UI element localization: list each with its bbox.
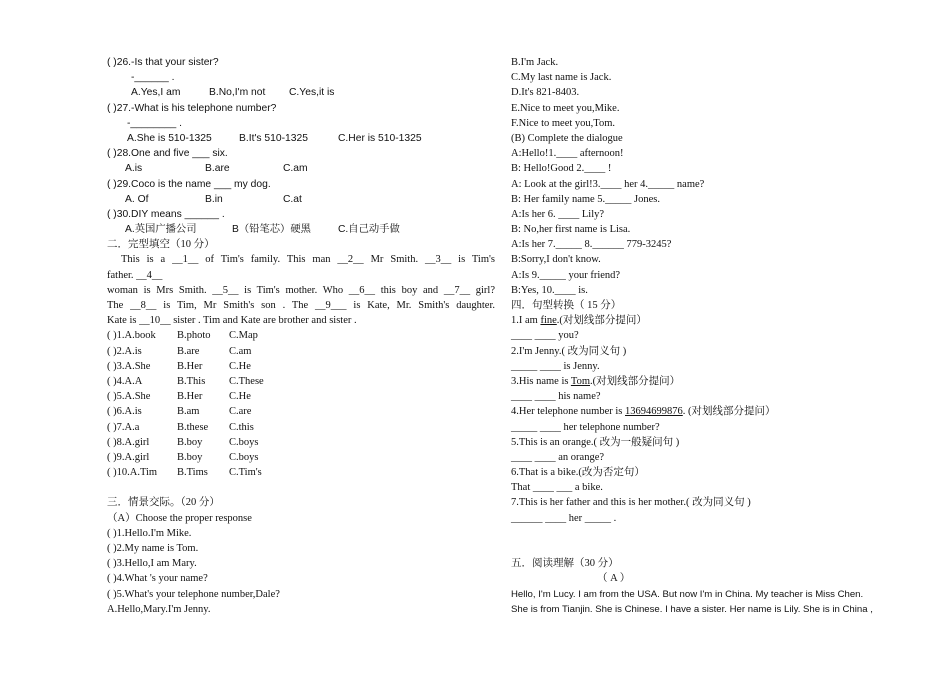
passage-line-3: woman is Mrs Smith. __5__ is Tim's mother. Who __6__ this boy and __7__ girl? bbox=[107, 284, 495, 296]
dialogue-line: B:Sorry,I don't know. bbox=[511, 254, 601, 266]
cloze-option-c: C.boys bbox=[229, 436, 259, 448]
question-26-options bbox=[107, 85, 495, 100]
cloze-option-a: ( )9.A.girl bbox=[107, 451, 150, 463]
cloze-option-c: C.are bbox=[229, 406, 252, 418]
cloze-row bbox=[107, 374, 495, 389]
response-option-c: C.My last name is Jack. bbox=[511, 72, 612, 84]
transform-3-answer: ____ ____ his name? bbox=[511, 391, 601, 403]
left-column bbox=[107, 55, 495, 617]
question-28-options bbox=[107, 161, 495, 176]
option-c: C.am bbox=[283, 163, 308, 175]
cloze-option-a: ( )4.A.A bbox=[107, 375, 143, 387]
dialogue-line: B: No,her first name is Lisa. bbox=[511, 224, 631, 236]
passage-line-1: This is a __1__ of Tim's family. This man __2__ Mr Smith. __3__ is Tim's bbox=[121, 254, 495, 266]
passage-line-5: Kate is __10__ sister . Tim and Kate are brother and sister . bbox=[107, 315, 357, 327]
cloze-option-b: B.am bbox=[177, 406, 200, 418]
cloze-option-c: C.this bbox=[229, 421, 254, 433]
cloze-row bbox=[107, 389, 495, 404]
transform-2-answer: _____ ____ is Jenny. bbox=[511, 360, 600, 372]
option-a: A.Yes,I am bbox=[131, 87, 181, 99]
cloze-option-b: B.Her bbox=[177, 360, 203, 372]
question-26-blank: -______ . bbox=[131, 72, 175, 84]
cloze-option-c: C.He bbox=[229, 391, 251, 403]
response-option-e: E.Nice to meet you,Mike. bbox=[511, 102, 620, 114]
cloze-row bbox=[107, 465, 495, 480]
dialogue-line: A:Is 9._____ your friend? bbox=[511, 269, 621, 281]
cloze-option-b: B.This bbox=[177, 375, 206, 387]
transform-6: 6.That is a bike.(改为否定句） bbox=[511, 467, 645, 479]
cloze-option-b: B.Her bbox=[177, 391, 203, 403]
cloze-row bbox=[107, 344, 495, 359]
question-29-options bbox=[107, 192, 495, 207]
question-27: ( )27.-What is his telephone number? bbox=[107, 102, 277, 114]
cloze-row bbox=[107, 435, 495, 450]
cloze-row bbox=[107, 450, 495, 465]
response-item-1: ( )1.Hello.I'm Mike. bbox=[107, 527, 192, 539]
cloze-option-c: C.He bbox=[229, 360, 251, 372]
cloze-option-b: B.boy bbox=[177, 451, 203, 463]
option-a: A.She is 510-1325 bbox=[127, 132, 212, 144]
option-b: B.in bbox=[205, 193, 223, 205]
cloze-option-b: B.boy bbox=[177, 436, 203, 448]
option-b: B.are bbox=[205, 163, 230, 175]
right-column bbox=[511, 55, 896, 617]
transform-6-answer: That ____ ___ a bike. bbox=[511, 482, 603, 494]
option-c: C.at bbox=[283, 193, 302, 205]
response-option-b: B.I'm Jack. bbox=[511, 57, 559, 68]
reading-line-1: Hello, I'm Lucy. I am from the USA. But now I'm in China. My teacher is Miss Chen. bbox=[511, 588, 864, 600]
section-3-part-b: (B) Complete the dialogue bbox=[511, 132, 623, 144]
transform-4: 4.Her telephone number is 13694699876. (对划线部分提问） bbox=[511, 406, 776, 418]
passage-line-2: father. __4__ bbox=[107, 269, 163, 281]
response-option-f: F.Nice to meet you,Tom. bbox=[511, 117, 615, 129]
dialogue-line: B: Hello!Good 2.____ ! bbox=[511, 163, 612, 175]
transform-1-answer: ____ ____ you? bbox=[511, 330, 579, 342]
transform-5: 5.This is an orange.( 改为一般疑问句 ) bbox=[511, 436, 680, 448]
transform-4-answer: _____ ____ her telephone number? bbox=[511, 421, 660, 433]
dialogue-line: A:Is her 7._____ 8.______ 779-3245? bbox=[511, 239, 672, 251]
cloze-row bbox=[107, 420, 495, 435]
transform-3: 3.His name is Tom.(对划线部分提问） bbox=[511, 375, 681, 387]
cloze-option-a: ( )7.A.a bbox=[107, 421, 140, 433]
transform-5-answer: ____ ____ an orange? bbox=[511, 451, 605, 463]
response-item-5: ( )5.What's your telephone number,Dale? bbox=[107, 588, 280, 600]
reading-line-2: She is from Tianjin. She is Chinese. I have a sister. Her name is Lily. She is in China , bbox=[511, 603, 873, 615]
cloze-option-b: B.photo bbox=[177, 330, 211, 342]
cloze-row bbox=[107, 328, 495, 343]
cloze-option-b: B.these bbox=[177, 421, 209, 433]
cloze-option-a: ( )10.A.Tim bbox=[107, 467, 158, 479]
response-option-a: A.Hello,Mary.I'm Jenny. bbox=[107, 603, 211, 615]
option-b: B.No,I'm not bbox=[209, 87, 266, 99]
cloze-option-a: ( )8.A.girl bbox=[107, 436, 150, 448]
option-a: A.is bbox=[125, 163, 143, 175]
cloze-option-a: ( )5.A.She bbox=[107, 391, 151, 403]
section-2-title: 二．完型填空（10 分） bbox=[107, 239, 215, 251]
cloze-option-c: C.boys bbox=[229, 451, 259, 463]
cloze-option-c: C.am bbox=[229, 345, 252, 357]
option-a: A. Of bbox=[125, 193, 149, 205]
response-item-3: ( )3.Hello,I am Mary. bbox=[107, 558, 197, 570]
cloze-option-a: ( )2.A.is bbox=[107, 345, 142, 357]
section-3-title: 三．情景交际。（20 分） bbox=[107, 497, 220, 509]
option-a: A.英国广播公司 bbox=[125, 224, 197, 236]
cloze-option-a: ( )6.A.is bbox=[107, 406, 142, 418]
cloze-row bbox=[107, 359, 495, 374]
cloze-row bbox=[107, 404, 495, 419]
underlined-word: 13694699876 bbox=[625, 406, 683, 418]
section-5-part-a: （ A ） bbox=[597, 573, 631, 585]
underlined-word: fine bbox=[540, 315, 557, 327]
section-5-title: 五．阅读理解（30 分） bbox=[511, 558, 619, 570]
question-29: ( )29.Coco is the name ___ my dog. bbox=[107, 178, 271, 190]
section-4-title: 四．句型转换（ 15 分） bbox=[511, 300, 622, 311]
dialogue-line: B:Yes, 10.____ is. bbox=[511, 284, 588, 296]
cloze-option-b: B.Tims bbox=[177, 467, 208, 479]
transform-1: 1.I am fine.(对划线部分提问） bbox=[511, 315, 647, 327]
option-c: C.自己动手做 bbox=[338, 224, 400, 236]
underlined-word: Tom bbox=[570, 375, 590, 387]
question-27-blank: -________ . bbox=[127, 117, 182, 129]
cloze-option-a: ( )1.A.book bbox=[107, 330, 156, 342]
dialogue-line: B: Her family name 5._____ Jones. bbox=[511, 193, 661, 205]
section-3-part-a: （A）Choose the proper response bbox=[107, 512, 252, 524]
dialogue-line: A:Is her 6. ____ Lily? bbox=[511, 208, 605, 220]
cloze-option-c: C.Tim's bbox=[229, 467, 262, 479]
passage-line-4: The __8__ is Tim, Mr Smith's son . The __9___ is Kate, Mr. Smith's daughter. bbox=[107, 300, 495, 311]
cloze-options bbox=[107, 328, 495, 480]
transform-7: 7.This is her father and this is her mother.( 改为同义句 ) bbox=[511, 497, 751, 509]
response-item-4: ( )4.What 's your name? bbox=[107, 573, 208, 585]
response-item-2: ( )2.My name is Tom. bbox=[107, 543, 199, 554]
cloze-option-c: C.Map bbox=[229, 330, 258, 342]
question-28: ( )28.One and five ___ six. bbox=[107, 148, 228, 160]
option-c: C.Yes,it is bbox=[289, 87, 335, 99]
cloze-option-b: B.are bbox=[177, 345, 200, 357]
option-b: B（铅笔芯）硬黑 bbox=[232, 224, 311, 236]
dialogue-line: A:Hello!1.____ afternoon! bbox=[511, 148, 624, 160]
cloze-option-a: ( )3.A.She bbox=[107, 360, 151, 372]
dialogue-line: A: Look at the girl!3.____ her 4._____ name? bbox=[511, 178, 705, 190]
question-27-options bbox=[107, 131, 495, 146]
option-c: C.Her is 510-1325 bbox=[338, 132, 422, 144]
transform-7-answer: ______ ____ her _____ . bbox=[511, 512, 617, 524]
question-30-options bbox=[107, 222, 495, 237]
question-30: ( )30.DIY means ______ . bbox=[107, 208, 225, 220]
question-26: ( )26.-Is that your sister? bbox=[107, 57, 219, 68]
option-b: B.It's 510-1325 bbox=[239, 132, 308, 144]
cloze-option-c: C.These bbox=[229, 375, 264, 387]
response-option-d: D.It's 821-8403. bbox=[511, 87, 580, 99]
transform-2: 2.I'm Jenny.( 改为同义句 ) bbox=[511, 345, 627, 357]
